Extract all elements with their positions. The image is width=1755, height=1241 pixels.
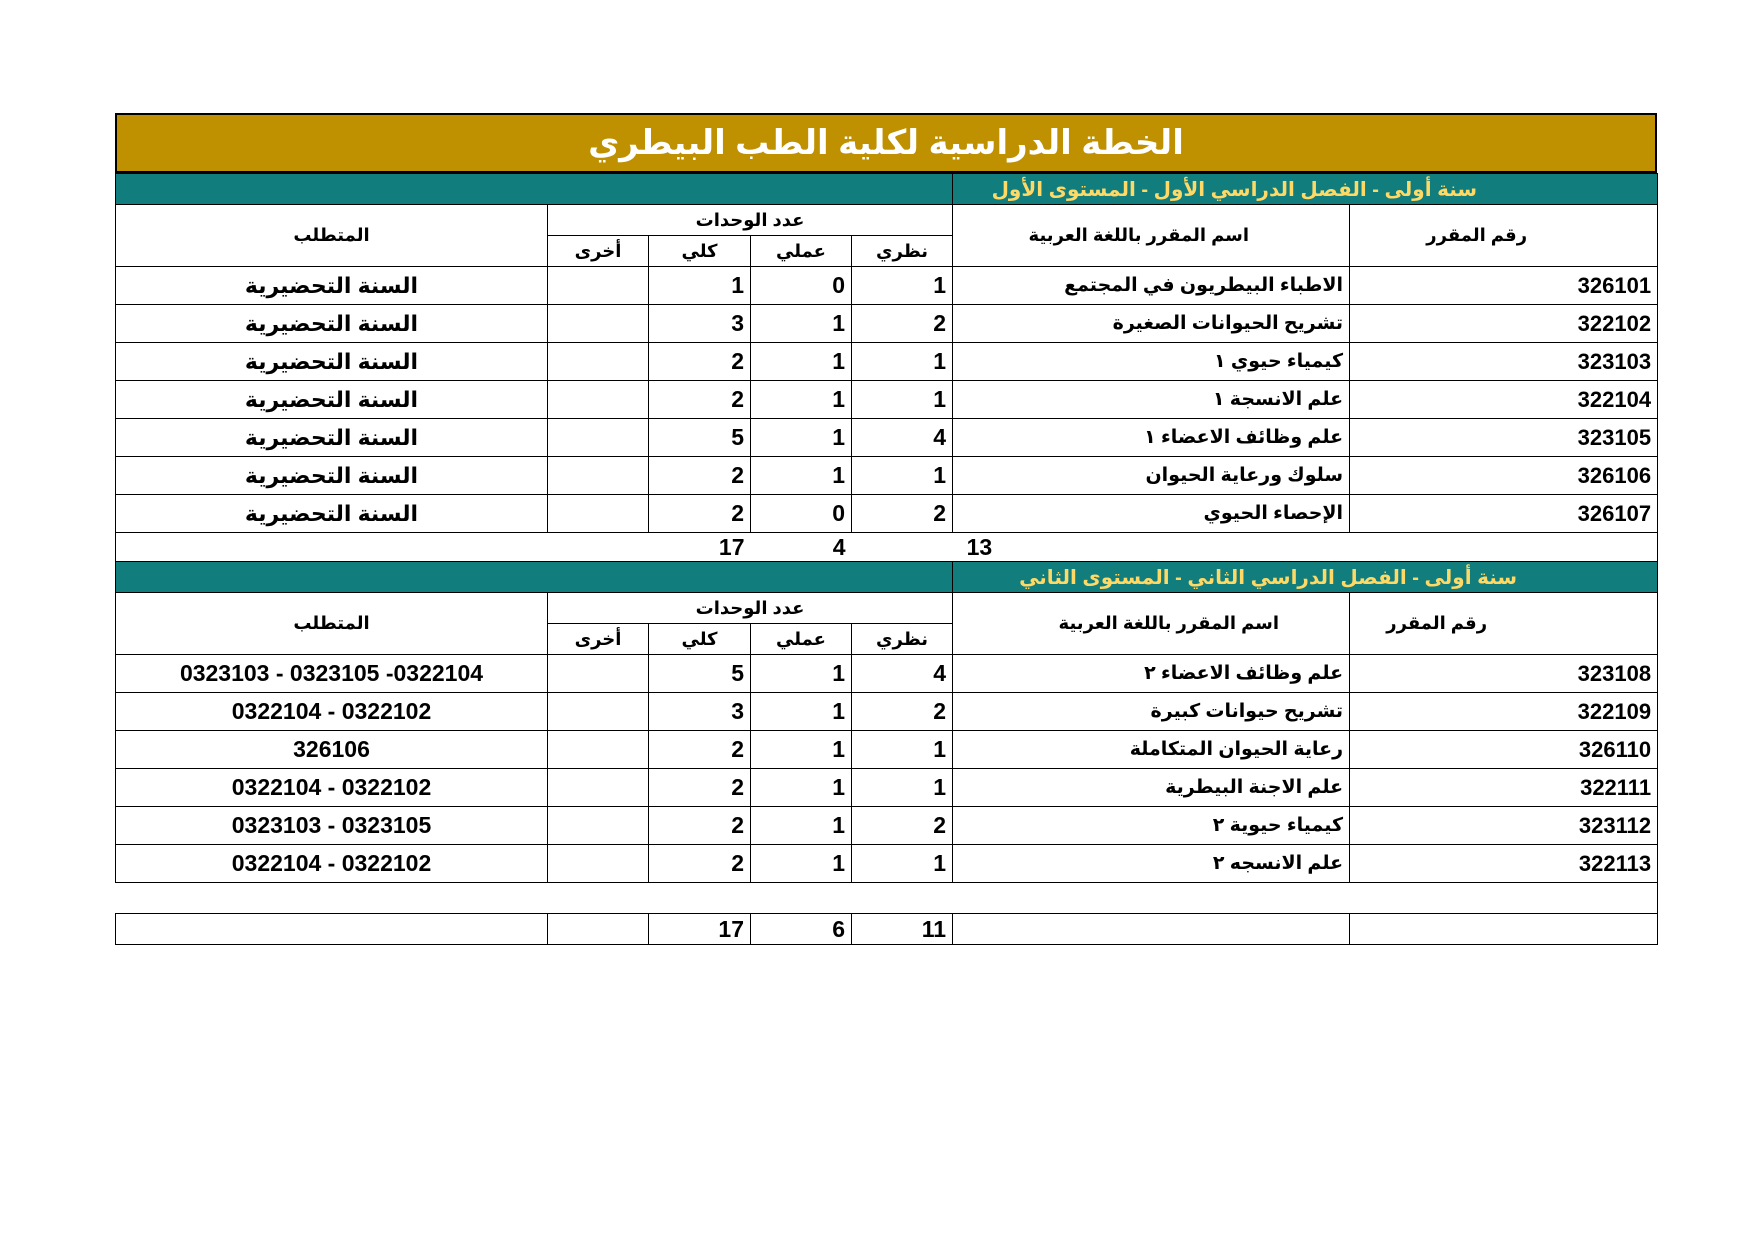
course-code-cell: 322109 — [1350, 693, 1658, 731]
course-code-cell: 322111 — [1350, 769, 1658, 807]
total-cell: 2 — [649, 845, 751, 883]
other-cell — [548, 845, 649, 883]
theory-cell: 2 — [852, 807, 953, 845]
course-name-cell: سلوك ورعاية الحيوان — [953, 457, 1350, 495]
spacer-cell — [116, 883, 1658, 914]
header-units-group: عدد الوحدات — [548, 593, 953, 624]
semester1-total-theory: 13 — [966, 533, 993, 560]
practical-cell: 0 — [751, 267, 852, 305]
header-practical: عملي — [751, 236, 852, 267]
prereq-cell: السنة التحضيرية — [116, 343, 548, 381]
header-course-name: اسم المقرر باللغة العربية — [953, 593, 1350, 655]
other-cell — [548, 419, 649, 457]
other-cell — [548, 769, 649, 807]
study-plan-table — [115, 173, 1658, 945]
band-fill — [116, 562, 953, 593]
practical-cell: 1 — [751, 807, 852, 845]
theory-cell: 2 — [852, 693, 953, 731]
prereq-cell: 0322104 - 0322102 — [116, 845, 548, 883]
practical-cell: 1 — [751, 419, 852, 457]
theory-cell: 2 — [852, 305, 953, 343]
header-course-number: رقم المقرر — [1350, 593, 1658, 655]
header-other: أخرى — [548, 236, 649, 267]
semester1-total-practical: 4 — [832, 533, 846, 560]
total-cell: 2 — [649, 381, 751, 419]
theory-cell: 1 — [852, 381, 953, 419]
header-practical: عملي — [751, 624, 852, 655]
semester2-band — [116, 562, 1658, 593]
theory-cell: 2 — [852, 495, 953, 533]
theory-cell: 4 — [852, 655, 953, 693]
header-theory: نظري — [852, 624, 953, 655]
header-units-group: عدد الوحدات — [548, 205, 953, 236]
total-cell: 2 — [649, 731, 751, 769]
course-name-cell: الإحصاء الحيوي — [953, 495, 1350, 533]
table-row — [116, 457, 1658, 495]
band-fill — [116, 174, 953, 205]
header-other: أخرى — [548, 624, 649, 655]
theory-cell: 1 — [852, 267, 953, 305]
theory-cell: 1 — [852, 769, 953, 807]
practical-cell: 1 — [751, 343, 852, 381]
other-cell — [548, 343, 649, 381]
semester2-total-theory: 11 — [852, 914, 953, 945]
total-cell: 2 — [649, 807, 751, 845]
prereq-cell: السنة التحضيرية — [116, 305, 548, 343]
other-cell — [548, 655, 649, 693]
course-code-cell: 323105 — [1350, 419, 1658, 457]
course-code-cell: 322102 — [1350, 305, 1658, 343]
spacer-row — [116, 883, 1658, 914]
prereq-cell: السنة التحضيرية — [116, 419, 548, 457]
course-name-cell: كيمياء حيوية ٢ — [953, 807, 1350, 845]
total-cell: 3 — [649, 693, 751, 731]
total-cell: 2 — [649, 343, 751, 381]
course-name-cell: رعاية الحيوان المتكاملة — [953, 731, 1350, 769]
prereq-cell: 0322104 - 0322102 — [116, 769, 548, 807]
other-cell — [548, 495, 649, 533]
theory-cell: 4 — [852, 419, 953, 457]
header-total: كلي — [649, 624, 751, 655]
semester2-total-units: 17 — [649, 914, 751, 945]
other-cell — [548, 731, 649, 769]
header-prerequisite: المتطلب — [116, 205, 548, 267]
semester2-header-row1 — [116, 593, 1658, 624]
total-cell: 5 — [649, 655, 751, 693]
practical-cell: 1 — [751, 457, 852, 495]
table-row — [116, 693, 1658, 731]
theory-cell: 1 — [852, 343, 953, 381]
course-name-cell: تشريح حيوانات كبيرة — [953, 693, 1350, 731]
table-row — [116, 769, 1658, 807]
other-cell — [548, 457, 649, 495]
course-name-cell: علم الاجنة البيطرية — [953, 769, 1350, 807]
course-code-cell: 323108 — [1350, 655, 1658, 693]
prereq-cell: السنة التحضيرية — [116, 457, 548, 495]
practical-cell: 1 — [751, 381, 852, 419]
table-row — [116, 419, 1658, 457]
header-course-number: رقم المقرر — [1350, 205, 1658, 267]
semester2-title: سنة أولى - الفصل الدراسي الثاني - المستوى الثاني — [953, 562, 1658, 593]
header-theory: نظري — [852, 236, 953, 267]
table-row — [116, 731, 1658, 769]
totals-empty — [548, 914, 649, 945]
course-name-cell: علم وظائف الاعضاء ٢ — [953, 655, 1350, 693]
prereq-cell: السنة التحضيرية — [116, 495, 548, 533]
table-row — [116, 807, 1658, 845]
totals-empty — [1350, 533, 1658, 562]
course-code-cell: 323103 — [1350, 343, 1658, 381]
prereq-cell: 0322104 - 0322102 — [116, 693, 548, 731]
study-plan-sheet — [115, 113, 1657, 945]
theory-cell: 1 — [852, 731, 953, 769]
practical-cell: 1 — [751, 655, 852, 693]
other-cell — [548, 807, 649, 845]
prereq-cell: السنة التحضيرية — [116, 381, 548, 419]
totals-empty — [953, 914, 1350, 945]
table-row — [116, 381, 1658, 419]
header-course-name: اسم المقرر باللغة العربية — [953, 205, 1350, 267]
prereq-cell: السنة التحضيرية — [116, 267, 548, 305]
course-code-cell: 326101 — [1350, 267, 1658, 305]
semester1-band — [116, 174, 1658, 205]
total-cell: 1 — [649, 267, 751, 305]
semester1-totals-row — [116, 533, 1658, 562]
course-code-cell: 322113 — [1350, 845, 1658, 883]
table-row — [116, 305, 1658, 343]
total-cell: 2 — [649, 495, 751, 533]
totals-empty — [852, 533, 953, 562]
course-code-cell: 326110 — [1350, 731, 1658, 769]
practical-cell: 1 — [751, 693, 852, 731]
other-cell — [548, 381, 649, 419]
total-cell: 3 — [649, 305, 751, 343]
totals-empty — [1350, 914, 1658, 945]
other-cell — [548, 267, 649, 305]
practical-cell: 1 — [751, 305, 852, 343]
total-cell: 5 — [649, 419, 751, 457]
other-cell — [548, 693, 649, 731]
header-total: كلي — [649, 236, 751, 267]
totals-empty — [116, 914, 548, 945]
semester1-header-row1 — [116, 205, 1658, 236]
course-name-cell: علم وظائف الاعضاء ١ — [953, 419, 1350, 457]
course-name-cell: علم الانسجة ١ — [953, 381, 1350, 419]
course-code-cell: 326107 — [1350, 495, 1658, 533]
course-name-cell: الاطباء البيطريون في المجتمع — [953, 267, 1350, 305]
prereq-cell: 0323103 - 0323105 -0322104 — [116, 655, 548, 693]
total-cell: 2 — [649, 457, 751, 495]
course-code-cell: 323112 — [1350, 807, 1658, 845]
course-name-cell: تشريح الحيوانات الصغيرة — [953, 305, 1350, 343]
practical-cell: 1 — [751, 769, 852, 807]
prereq-cell: 0323103 - 0323105 — [116, 807, 548, 845]
table-row — [116, 343, 1658, 381]
other-cell — [548, 305, 649, 343]
course-name-cell: كيمياء حيوي ١ — [953, 343, 1350, 381]
total-cell: 2 — [649, 769, 751, 807]
totals-empty — [548, 533, 649, 562]
practical-cell: 0 — [751, 495, 852, 533]
practical-cell: 1 — [751, 731, 852, 769]
semester1-total-units: 17 — [718, 533, 745, 560]
totals-empty — [116, 533, 548, 562]
theory-cell: 1 — [852, 845, 953, 883]
table-row — [116, 655, 1658, 693]
theory-cell: 1 — [852, 457, 953, 495]
page-title: الخطة الدراسية لكلية الطب البيطري — [115, 113, 1657, 173]
table-row — [116, 267, 1658, 305]
header-prerequisite: المتطلب — [116, 593, 548, 655]
course-name-cell: علم الانسجه ٢ — [953, 845, 1350, 883]
table-row — [116, 845, 1658, 883]
semester2-totals-row — [116, 914, 1658, 945]
table-row — [116, 495, 1658, 533]
course-code-cell: 326106 — [1350, 457, 1658, 495]
practical-cell: 1 — [751, 845, 852, 883]
course-code-cell: 322104 — [1350, 381, 1658, 419]
semester2-total-practical: 6 — [751, 914, 852, 945]
semester1-title: سنة أولى - الفصل الدراسي الأول - المستوى الأول — [953, 174, 1658, 205]
prereq-cell: 326106 — [116, 731, 548, 769]
